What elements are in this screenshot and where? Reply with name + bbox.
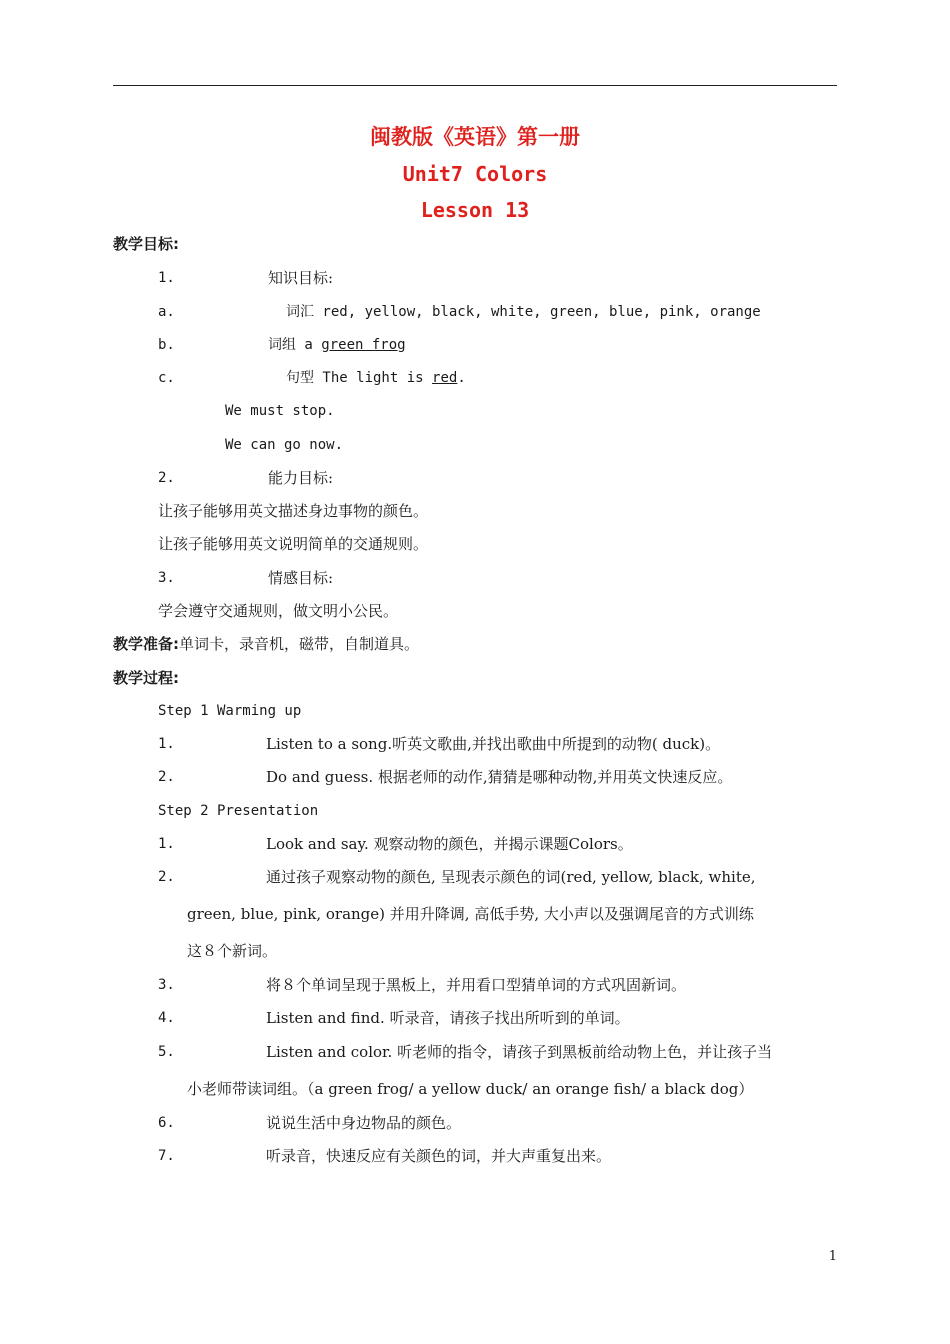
- doc-title: 闽教版《英语》第一册: [370, 124, 580, 149]
- step1-heading: Step 1 Warming up: [158, 703, 302, 719]
- objective-2-label: 能力目标:: [268, 469, 334, 487]
- step2-item-5-cont1: 小老师带读词组。（a green frog/ a yellow duck/ an orange fish/ a black dog）: [187, 1080, 754, 1098]
- ability-line-2: 让孩子能够用英文说明简单的交通规则。: [158, 535, 429, 553]
- step2-item-3-text: 将８个单词呈现于黑板上，并用看口型猜单词的方式巩固新词。: [266, 976, 687, 994]
- objective-2-number: 2.: [158, 470, 175, 486]
- step1-item-1-number: 1.: [158, 736, 175, 752]
- process-heading: 教学过程:: [113, 669, 179, 687]
- step2-item-1-number: 1.: [158, 836, 175, 852]
- emotion-line-1: 学会遵守交通规则，做文明小公民。: [158, 602, 399, 620]
- step2-item-2-cont2: 这８个新词。: [187, 942, 278, 960]
- objective-b-prefix: 词组 a: [268, 337, 322, 353]
- step2-item-2-number: 2.: [158, 869, 175, 885]
- objective-3-label: 情感目标:: [268, 569, 334, 587]
- step2-item-4-text: Listen and find. 听录音，请孩子找出所听到的单词。: [266, 1009, 630, 1027]
- step2-item-3-number: 3.: [158, 977, 175, 993]
- objective-c-text: [286, 368, 466, 388]
- step2-item-4-number: 4.: [158, 1010, 175, 1026]
- step1-item-2-number: 2.: [158, 769, 175, 785]
- preparation-line: [113, 634, 419, 654]
- objective-c-number: c.: [158, 370, 175, 386]
- step2-item-7-number: 7.: [158, 1148, 175, 1164]
- doc-unit-title: Unit7 Colors: [402, 162, 548, 186]
- objective-c-prefix: 句型 The light is: [286, 370, 433, 386]
- objective-b-text: [268, 335, 406, 355]
- step2-item-7-text: 听录音，快速反应有关颜色的词，并大声重复出来。: [266, 1147, 612, 1165]
- objective-1-number: 1.: [158, 270, 175, 286]
- objectives-heading: 教学目标:: [113, 235, 179, 253]
- objective-b-number: b.: [158, 337, 175, 353]
- objective-b-underlined: green frog: [321, 337, 406, 353]
- ability-line-1: 让孩子能够用英文描述身边事物的颜色。: [158, 502, 429, 520]
- step2-item-6-text: 说说生活中身边物品的颜色。: [266, 1114, 462, 1132]
- step2-item-5-number: 5.: [158, 1044, 175, 1060]
- step2-item-1-text: Look and say. 观察动物的颜色，并揭示课题Colors。: [266, 835, 633, 853]
- objective-c-suffix: .: [457, 370, 466, 386]
- preparation-text: 单词卡，录音机，磁带，自制道具。: [179, 635, 420, 653]
- page-number: 1: [828, 1249, 837, 1264]
- step2-item-5-text: Listen and color. 听老师的指令，请孩子到黑板前给动物上色，并让孩子当: [266, 1043, 773, 1061]
- objective-a-text: 词汇 red, yellow, black, white, green, blue, pink, orange: [286, 304, 761, 320]
- step2-heading: Step 2 Presentation: [158, 803, 319, 819]
- doc-lesson-title: Lesson 13: [420, 198, 530, 222]
- objective-3-number: 3.: [158, 570, 175, 586]
- objective-1-label: 知识目标:: [268, 269, 334, 287]
- objective-c-line3: We can go now.: [225, 437, 344, 453]
- header-rule: [113, 85, 837, 86]
- objective-a-number: a.: [158, 304, 175, 320]
- step1-item-1-text: Listen to a song.听英文歌曲,并找出歌曲中所提到的动物( duck)。: [266, 735, 721, 753]
- objective-c-line2: We must stop.: [225, 403, 335, 419]
- step2-item-2-text: 通过孩子观察动物的颜色, 呈现表示颜色的词(red, yellow, black, white,: [266, 868, 756, 886]
- objective-c-underlined: red: [432, 370, 458, 386]
- step1-item-2-text: Do and guess. 根据老师的动作,猜猜是哪种动物,并用英文快速反应。: [266, 768, 733, 786]
- preparation-heading: 教学准备:: [113, 635, 179, 653]
- step2-item-2-cont1: green, blue, pink, orange) 并用升降调, 高低手势, 大小声以及强调尾音的方式训练: [187, 905, 754, 923]
- step2-item-6-number: 6.: [158, 1115, 175, 1131]
